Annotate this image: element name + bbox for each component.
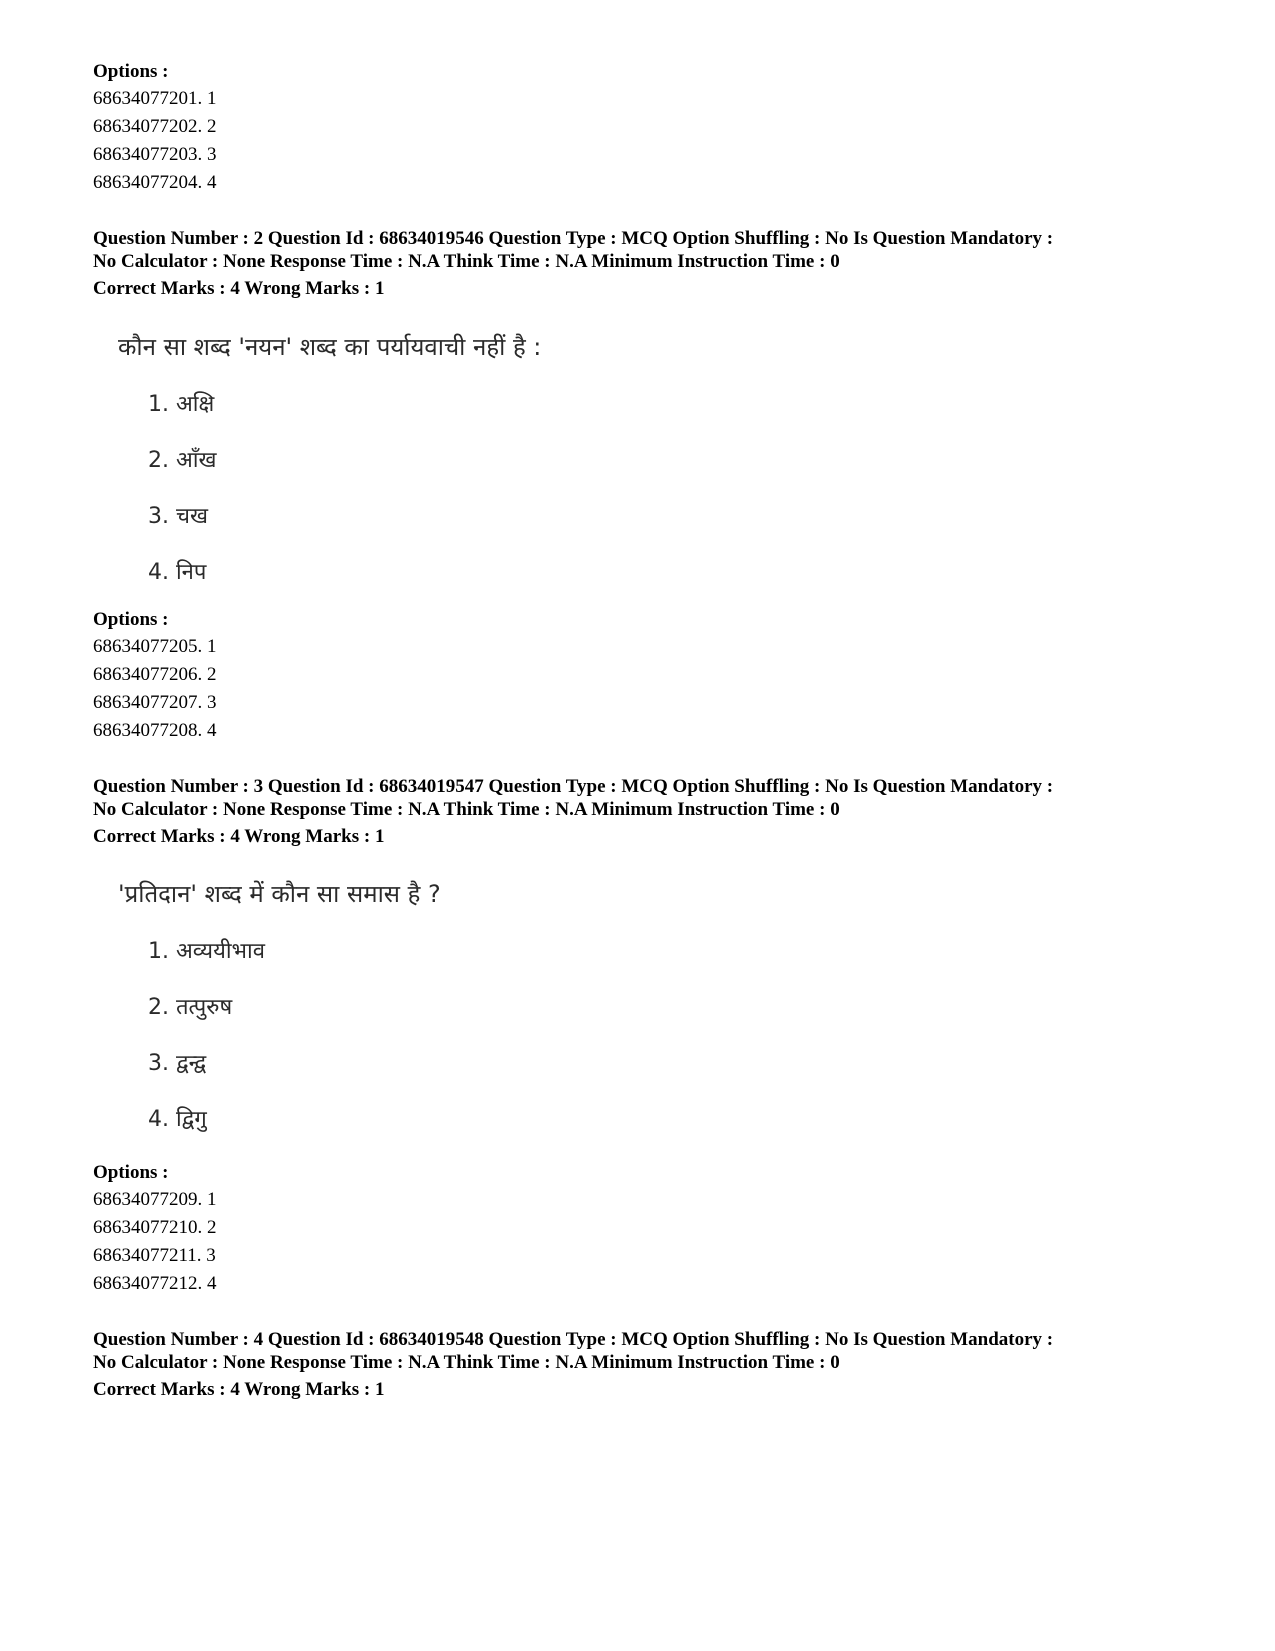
question-text: 'प्रतिदान' शब्द में कौन सा समास है ? [118,880,441,908]
question-choice: 4. निप [148,560,207,585]
option-id: 68634077207. 3 [93,692,217,713]
question-meta-line1: Question Number : 2 Question Id : 68634019546 Question Type : MCQ Option Shuffling : No Is Question Mandatory : [93,228,1054,249]
question-marks: Correct Marks : 4 Wrong Marks : 1 [93,826,385,847]
question-choice: 2. आँख [148,448,217,473]
question-marks: Correct Marks : 4 Wrong Marks : 1 [93,1379,385,1400]
question-marks: Correct Marks : 4 Wrong Marks : 1 [93,278,385,299]
option-id: 68634077210. 2 [93,1217,217,1238]
question-choice: 1. अव्ययीभाव [148,939,265,964]
question-choice: 1. अक्षि [148,392,215,417]
question-meta-line2: No Calculator : None Response Time : N.A Think Time : N.A Minimum Instruction Time : 0 [93,799,840,820]
option-id: 68634077211. 3 [93,1245,216,1266]
option-id: 68634077209. 1 [93,1189,217,1210]
option-id: 68634077208. 4 [93,720,217,741]
options-label: Options : [93,1162,169,1183]
question-choice: 2. तत्पुरुष [148,995,233,1020]
options-label: Options : [93,61,169,82]
option-id: 68634077205. 1 [93,636,217,657]
options-label: Options : [93,609,169,630]
question-meta-line2: No Calculator : None Response Time : N.A Think Time : N.A Minimum Instruction Time : 0 [93,251,840,272]
question-text: कौन सा शब्द 'नयन' शब्द का पर्यायवाची नहीं है : [118,333,542,361]
question-meta-line1: Question Number : 3 Question Id : 68634019547 Question Type : MCQ Option Shuffling : No Is Question Mandatory : [93,776,1054,797]
option-id: 68634077201. 1 [93,88,217,109]
question-choice: 4. द्विगु [148,1107,207,1132]
option-id: 68634077202. 2 [93,116,217,137]
question-meta-line2: No Calculator : None Response Time : N.A Think Time : N.A Minimum Instruction Time : 0 [93,1352,840,1373]
option-id: 68634077203. 3 [93,144,217,165]
option-id: 68634077204. 4 [93,172,217,193]
question-meta-line1: Question Number : 4 Question Id : 68634019548 Question Type : MCQ Option Shuffling : No Is Question Mandatory : [93,1329,1054,1350]
option-id: 68634077206. 2 [93,664,217,685]
question-choice: 3. चख [148,504,208,529]
option-id: 68634077212. 4 [93,1273,217,1294]
question-choice: 3. द्वन्द्व [148,1051,207,1076]
